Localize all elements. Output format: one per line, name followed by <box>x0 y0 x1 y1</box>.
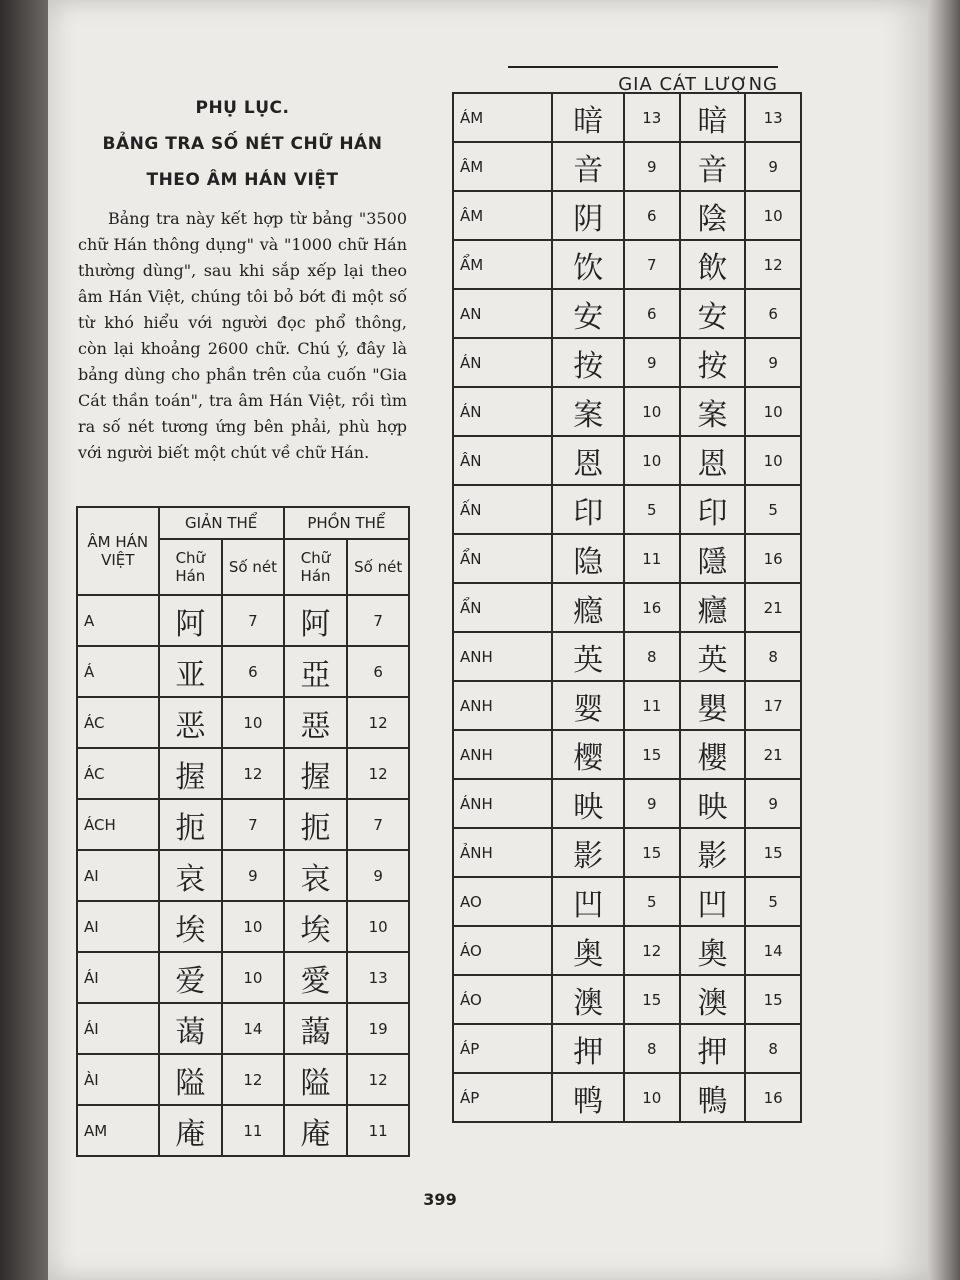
table-row <box>453 926 801 975</box>
simplified-char-cell: 暗 <box>552 93 624 142</box>
simplified-stroke-count-cell: 13 <box>624 93 680 142</box>
table-row <box>453 877 801 926</box>
table-row <box>453 436 801 485</box>
simplified-char-cell: 婴 <box>552 681 624 730</box>
book-gutter-shadow <box>0 0 48 1280</box>
traditional-char-cell: 亞 <box>284 646 348 697</box>
traditional-char-cell: 暗 <box>680 93 746 142</box>
table-row <box>77 850 409 901</box>
simplified-stroke-count-cell: 5 <box>624 877 680 926</box>
table-row <box>453 1024 801 1073</box>
table-row <box>77 1054 409 1105</box>
simplified-stroke-count-cell: 10 <box>222 697 284 748</box>
table-row <box>77 595 409 646</box>
am-han-viet-cell: Á <box>77 646 159 697</box>
header-so-net: Số nét <box>347 539 409 595</box>
simplified-stroke-count-cell: 10 <box>624 387 680 436</box>
traditional-stroke-count-cell: 12 <box>745 240 801 289</box>
traditional-char-cell: 隱 <box>680 534 746 583</box>
simplified-char-cell: 扼 <box>159 799 223 850</box>
table-row <box>453 534 801 583</box>
am-han-viet-cell: A <box>77 595 159 646</box>
traditional-stroke-count-cell: 12 <box>347 697 409 748</box>
simplified-stroke-count-cell: 10 <box>222 901 284 952</box>
am-han-viet-cell: ÁCH <box>77 799 159 850</box>
traditional-char-cell: 奧 <box>680 926 746 975</box>
simplified-char-cell: 安 <box>552 289 624 338</box>
traditional-stroke-count-cell: 12 <box>347 748 409 799</box>
traditional-stroke-count-cell: 10 <box>745 387 801 436</box>
table-row <box>453 191 801 240</box>
am-han-viet-cell: ÁI <box>77 952 159 1003</box>
table-row <box>77 646 409 697</box>
table-row <box>453 240 801 289</box>
traditional-stroke-count-cell: 9 <box>745 142 801 191</box>
left-lookup-table <box>76 506 410 1157</box>
simplified-stroke-count-cell: 8 <box>624 1024 680 1073</box>
traditional-char-cell: 癮 <box>680 583 746 632</box>
traditional-char-cell: 陰 <box>680 191 746 240</box>
table-row <box>453 485 801 534</box>
traditional-stroke-count-cell: 7 <box>347 799 409 850</box>
table-row <box>453 142 801 191</box>
traditional-stroke-count-cell: 10 <box>347 901 409 952</box>
simplified-char-cell: 押 <box>552 1024 624 1073</box>
am-han-viet-cell: ANH <box>453 681 552 730</box>
intro-paragraph: Bảng tra này kết hợp từ bảng "3500 chữ Hán thông dụng" và "1000 chữ Hán thường dùng", sau khi sắp xếp lại theo âm Hán Việt, chúng tôi bỏ bớt đi một số từ khó hiểu với người đọc phổ thông, còn lại khoảng 2600 chữ. Chú ý, đây là bảng dùng cho phần trên của cuốn "Gia Cát thần toán", tra âm Hán Việt, rồi tìm ra số nét tương ứng bên phải, phù hợp với người biết một chút về chữ Hán. <box>78 209 407 462</box>
simplified-stroke-count-cell: 15 <box>624 975 680 1024</box>
traditional-stroke-count-cell: 15 <box>745 975 801 1024</box>
simplified-stroke-count-cell: 10 <box>222 952 284 1003</box>
traditional-stroke-count-cell: 6 <box>347 646 409 697</box>
traditional-char-cell: 英 <box>680 632 746 681</box>
simplified-char-cell: 澳 <box>552 975 624 1024</box>
table-row <box>453 387 801 436</box>
simplified-stroke-count-cell: 6 <box>222 646 284 697</box>
table-row <box>77 1105 409 1156</box>
simplified-stroke-count-cell: 9 <box>624 142 680 191</box>
traditional-char-cell: 握 <box>284 748 348 799</box>
traditional-char-cell: 隘 <box>284 1054 348 1105</box>
traditional-stroke-count-cell: 17 <box>745 681 801 730</box>
simplified-char-cell: 奥 <box>552 926 624 975</box>
traditional-stroke-count-cell: 8 <box>745 1024 801 1073</box>
table-row <box>77 748 409 799</box>
traditional-stroke-count-cell: 12 <box>347 1054 409 1105</box>
traditional-stroke-count-cell: 10 <box>745 191 801 240</box>
simplified-char-cell: 映 <box>552 779 624 828</box>
simplified-char-cell: 埃 <box>159 901 223 952</box>
simplified-char-cell: 影 <box>552 828 624 877</box>
traditional-stroke-count-cell: 11 <box>347 1105 409 1156</box>
traditional-char-cell: 埃 <box>284 901 348 952</box>
traditional-char-cell: 影 <box>680 828 746 877</box>
traditional-char-cell: 澳 <box>680 975 746 1024</box>
simplified-stroke-count-cell: 10 <box>624 1073 680 1122</box>
traditional-char-cell: 惡 <box>284 697 348 748</box>
simplified-stroke-count-cell: 8 <box>624 632 680 681</box>
traditional-stroke-count-cell: 10 <box>745 436 801 485</box>
simplified-char-cell: 阴 <box>552 191 624 240</box>
table-row <box>453 632 801 681</box>
header-chu-han: Chữ Hán <box>159 539 223 595</box>
simplified-char-cell: 案 <box>552 387 624 436</box>
traditional-stroke-count-cell: 9 <box>745 779 801 828</box>
traditional-char-cell: 阿 <box>284 595 348 646</box>
simplified-char-cell: 哀 <box>159 850 223 901</box>
simplified-stroke-count-cell: 15 <box>624 828 680 877</box>
traditional-char-cell: 押 <box>680 1024 746 1073</box>
simplified-char-cell: 爱 <box>159 952 223 1003</box>
simplified-char-cell: 按 <box>552 338 624 387</box>
simplified-stroke-count-cell: 11 <box>222 1105 284 1156</box>
traditional-char-cell: 愛 <box>284 952 348 1003</box>
table-row <box>453 779 801 828</box>
traditional-stroke-count-cell: 8 <box>745 632 801 681</box>
table-row <box>77 952 409 1003</box>
traditional-char-cell: 飲 <box>680 240 746 289</box>
traditional-stroke-count-cell: 14 <box>745 926 801 975</box>
table-row <box>77 1003 409 1054</box>
simplified-char-cell: 阿 <box>159 595 223 646</box>
am-han-viet-cell: ÁI <box>77 1003 159 1054</box>
left-column <box>70 92 415 466</box>
am-han-viet-cell: ÁO <box>453 926 552 975</box>
table-row <box>453 93 801 142</box>
traditional-stroke-count-cell: 9 <box>745 338 801 387</box>
traditional-char-cell: 哀 <box>284 850 348 901</box>
am-han-viet-cell: ÁP <box>453 1073 552 1122</box>
am-han-viet-cell: ÁC <box>77 697 159 748</box>
am-han-viet-cell: AI <box>77 850 159 901</box>
traditional-char-cell: 庵 <box>284 1105 348 1156</box>
traditional-char-cell: 嬰 <box>680 681 746 730</box>
table-subtitle: THEO ÂM HÁN VIỆT <box>146 170 339 190</box>
simplified-stroke-count-cell: 10 <box>624 436 680 485</box>
am-han-viet-cell: AM <box>77 1105 159 1156</box>
traditional-stroke-count-cell: 7 <box>347 595 409 646</box>
traditional-char-cell: 音 <box>680 142 746 191</box>
traditional-stroke-count-cell: 5 <box>745 877 801 926</box>
table-row <box>453 730 801 779</box>
simplified-char-cell: 庵 <box>159 1105 223 1156</box>
header-so-net: Số nét <box>222 539 284 595</box>
simplified-char-cell: 鸭 <box>552 1073 624 1122</box>
simplified-stroke-count-cell: 11 <box>624 534 680 583</box>
simplified-char-cell: 饮 <box>552 240 624 289</box>
traditional-stroke-count-cell: 16 <box>745 534 801 583</box>
simplified-char-cell: 蔼 <box>159 1003 223 1054</box>
simplified-char-cell: 凹 <box>552 877 624 926</box>
am-han-viet-cell: ẨM <box>453 240 552 289</box>
am-han-viet-cell: AI <box>77 901 159 952</box>
simplified-stroke-count-cell: 14 <box>222 1003 284 1054</box>
simplified-stroke-count-cell: 15 <box>624 730 680 779</box>
simplified-stroke-count-cell: 11 <box>624 681 680 730</box>
simplified-char-cell: 握 <box>159 748 223 799</box>
traditional-char-cell: 映 <box>680 779 746 828</box>
page-number: 399 <box>423 1190 457 1209</box>
table-row <box>77 799 409 850</box>
am-han-viet-cell: ÂM <box>453 142 552 191</box>
simplified-char-cell: 隐 <box>552 534 624 583</box>
simplified-char-cell: 英 <box>552 632 624 681</box>
table-row <box>453 338 801 387</box>
traditional-char-cell: 扼 <box>284 799 348 850</box>
simplified-stroke-count-cell: 6 <box>624 289 680 338</box>
am-han-viet-cell: ẨN <box>453 534 552 583</box>
am-han-viet-cell: ÁN <box>453 387 552 436</box>
traditional-char-cell: 藹 <box>284 1003 348 1054</box>
am-han-viet-cell: ÁP <box>453 1024 552 1073</box>
table-row <box>77 697 409 748</box>
right-table-body <box>453 93 801 1122</box>
table-row <box>453 975 801 1024</box>
simplified-char-cell: 亚 <box>159 646 223 697</box>
header-phon-the: PHỒN THỂ <box>284 507 409 539</box>
am-han-viet-cell: ÀI <box>77 1054 159 1105</box>
simplified-stroke-count-cell: 9 <box>222 850 284 901</box>
simplified-stroke-count-cell: 6 <box>624 191 680 240</box>
am-han-viet-cell: AN <box>453 289 552 338</box>
traditional-char-cell: 恩 <box>680 436 746 485</box>
table-row <box>453 583 801 632</box>
am-han-viet-cell: ÂM <box>453 191 552 240</box>
am-han-viet-cell: ẨN <box>453 583 552 632</box>
am-han-viet-cell: ÁNH <box>453 779 552 828</box>
traditional-stroke-count-cell: 19 <box>347 1003 409 1054</box>
traditional-stroke-count-cell: 21 <box>745 730 801 779</box>
traditional-char-cell: 櫻 <box>680 730 746 779</box>
simplified-stroke-count-cell: 7 <box>222 799 284 850</box>
header-chu-han: Chữ Hán <box>284 539 348 595</box>
simplified-stroke-count-cell: 7 <box>624 240 680 289</box>
simplified-stroke-count-cell: 16 <box>624 583 680 632</box>
traditional-stroke-count-cell: 9 <box>347 850 409 901</box>
left-table-body <box>77 595 409 1156</box>
am-han-viet-cell: ANH <box>453 632 552 681</box>
table-row <box>453 289 801 338</box>
header-gian-the: GIẢN THỂ <box>159 507 284 539</box>
simplified-stroke-count-cell: 7 <box>222 595 284 646</box>
traditional-stroke-count-cell: 13 <box>745 93 801 142</box>
table-title: BẢNG TRA SỐ NÉT CHỮ HÁN <box>102 134 383 154</box>
simplified-char-cell: 恶 <box>159 697 223 748</box>
simplified-stroke-count-cell: 9 <box>624 338 680 387</box>
simplified-char-cell: 音 <box>552 142 624 191</box>
traditional-char-cell: 鴨 <box>680 1073 746 1122</box>
simplified-stroke-count-cell: 12 <box>624 926 680 975</box>
traditional-char-cell: 安 <box>680 289 746 338</box>
running-head: GIA CÁT LƯỢNG <box>508 66 778 108</box>
am-han-viet-cell: AO <box>453 877 552 926</box>
traditional-char-cell: 印 <box>680 485 746 534</box>
traditional-stroke-count-cell: 13 <box>347 952 409 1003</box>
simplified-char-cell: 恩 <box>552 436 624 485</box>
table-row <box>453 828 801 877</box>
am-han-viet-cell: ẤN <box>453 485 552 534</box>
simplified-stroke-count-cell: 9 <box>624 779 680 828</box>
simplified-stroke-count-cell: 12 <box>222 1054 284 1105</box>
am-han-viet-cell: ẢNH <box>453 828 552 877</box>
right-lookup-table <box>452 92 802 1123</box>
traditional-stroke-count-cell: 6 <box>745 289 801 338</box>
appendix-title: PHỤ LỤC. <box>195 98 290 118</box>
simplified-char-cell: 印 <box>552 485 624 534</box>
traditional-char-cell: 凹 <box>680 877 746 926</box>
traditional-stroke-count-cell: 5 <box>745 485 801 534</box>
header-am-han-viet: ÂM HÁN VIỆT <box>77 507 159 595</box>
simplified-stroke-count-cell: 5 <box>624 485 680 534</box>
am-han-viet-cell: ÁC <box>77 748 159 799</box>
table-row <box>453 681 801 730</box>
table-row <box>77 901 409 952</box>
simplified-char-cell: 樱 <box>552 730 624 779</box>
table-row <box>453 1073 801 1122</box>
traditional-stroke-count-cell: 15 <box>745 828 801 877</box>
am-han-viet-cell: ÂN <box>453 436 552 485</box>
am-han-viet-cell: ÁM <box>453 93 552 142</box>
simplified-char-cell: 隘 <box>159 1054 223 1105</box>
traditional-char-cell: 案 <box>680 387 746 436</box>
am-han-viet-cell: ÁO <box>453 975 552 1024</box>
traditional-char-cell: 按 <box>680 338 746 387</box>
am-han-viet-cell: ÁN <box>453 338 552 387</box>
simplified-char-cell: 瘾 <box>552 583 624 632</box>
page-edge <box>928 0 960 1280</box>
am-han-viet-cell: ANH <box>453 730 552 779</box>
traditional-stroke-count-cell: 16 <box>745 1073 801 1122</box>
simplified-stroke-count-cell: 12 <box>222 748 284 799</box>
traditional-stroke-count-cell: 21 <box>745 583 801 632</box>
